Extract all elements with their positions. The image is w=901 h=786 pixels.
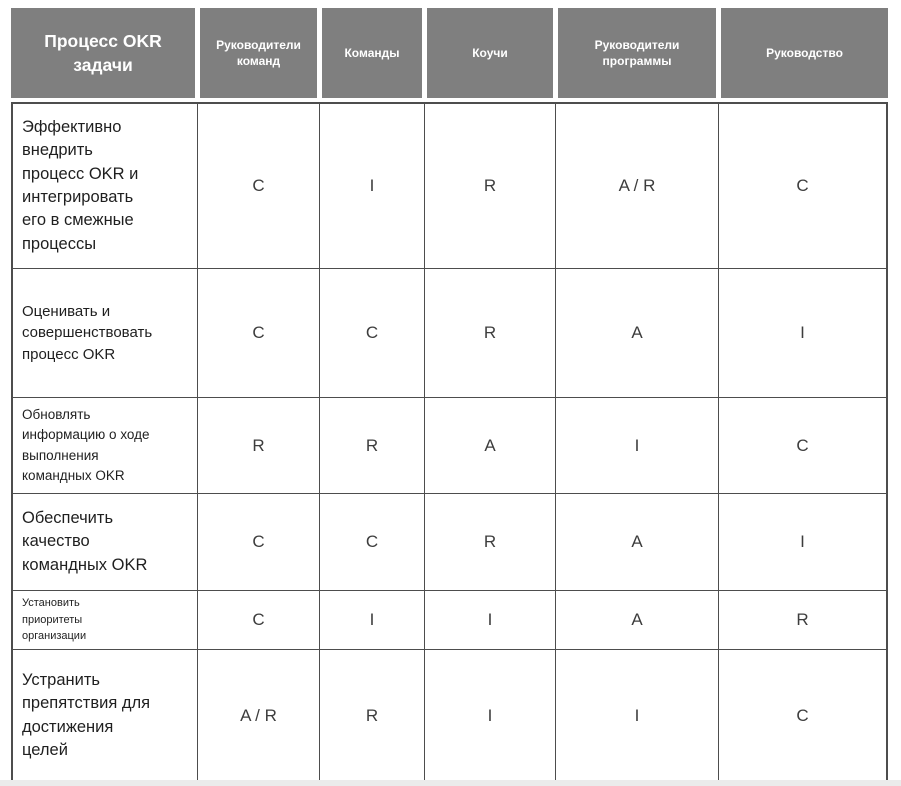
- raci-value-cell: A: [556, 494, 719, 591]
- raci-value-cell: R: [425, 494, 556, 591]
- raci-value-cell: C: [198, 104, 320, 269]
- raci-matrix-table: [11, 8, 888, 783]
- task-label: Эффективно внедрить процесс OKR и интегрировать его в смежные процессы: [22, 117, 139, 253]
- raci-value-cell: R: [320, 650, 425, 781]
- raci-value-cell: A / R: [556, 104, 719, 269]
- raci-value-cell: I: [425, 591, 556, 650]
- column-header-process-okr-tasks: [11, 8, 200, 98]
- raci-value-cell: I: [320, 591, 425, 650]
- task-label: Обновлять информацию о ходе выполнения командных OKR: [22, 407, 150, 483]
- raci-value-cell: I: [425, 650, 556, 781]
- raci-value-cell: A: [425, 398, 556, 494]
- raci-value-cell: R: [425, 269, 556, 398]
- task-cell: [13, 591, 198, 650]
- raci-value-cell: A / R: [198, 650, 320, 781]
- raci-value-cell: I: [719, 269, 886, 398]
- column-header-label: Коучи: [472, 45, 508, 60]
- table-row: [13, 591, 886, 650]
- task-cell: [13, 494, 198, 591]
- column-header-label: Руководители команд: [216, 37, 301, 68]
- task-cell: [13, 398, 198, 494]
- column-header-role: [322, 8, 427, 98]
- raci-value-cell: R: [198, 398, 320, 494]
- column-header-role: [427, 8, 558, 98]
- column-header-role: [200, 8, 322, 98]
- column-header-label: Руководители программы: [594, 37, 680, 68]
- column-header-role: [721, 8, 888, 98]
- raci-value-cell: R: [719, 591, 886, 650]
- raci-value-cell: C: [719, 398, 886, 494]
- raci-value-cell: I: [556, 398, 719, 494]
- table-row: [13, 650, 886, 781]
- raci-value-cell: C: [198, 591, 320, 650]
- raci-value-cell: I: [556, 650, 719, 781]
- bottom-strip: [0, 780, 901, 786]
- column-header-label: Процесс OKR задачи: [44, 30, 162, 75]
- column-header-role: [558, 8, 721, 98]
- task-label: Устранить препятствия для достижения целей: [22, 670, 151, 759]
- task-label: Оценивать и совершенствовать процесс OKR: [22, 303, 153, 363]
- table-row: [13, 398, 886, 494]
- table-row: [13, 269, 886, 398]
- task-cell: [13, 104, 198, 269]
- column-header-label: Руководство: [766, 45, 843, 60]
- raci-value-cell: C: [198, 269, 320, 398]
- raci-value-cell: R: [320, 398, 425, 494]
- table-row: [13, 104, 886, 269]
- task-label: Установить приоритеты организации: [22, 597, 87, 643]
- raci-value-cell: C: [320, 269, 425, 398]
- table-row: [13, 494, 886, 591]
- table-header-row: [11, 8, 888, 98]
- raci-value-cell: C: [719, 104, 886, 269]
- raci-value-cell: I: [320, 104, 425, 269]
- raci-value-cell: I: [719, 494, 886, 591]
- raci-value-cell: C: [320, 494, 425, 591]
- raci-value-cell: A: [556, 591, 719, 650]
- task-label: Обеспечить качество командных OKR: [22, 508, 148, 574]
- task-cell: [13, 650, 198, 781]
- raci-value-cell: C: [198, 494, 320, 591]
- task-cell: [13, 269, 198, 398]
- raci-value-cell: A: [556, 269, 719, 398]
- table-body: [11, 102, 888, 783]
- raci-value-cell: C: [796, 705, 809, 725]
- raci-value-cell: R: [425, 104, 556, 269]
- column-header-label: Команды: [344, 45, 400, 60]
